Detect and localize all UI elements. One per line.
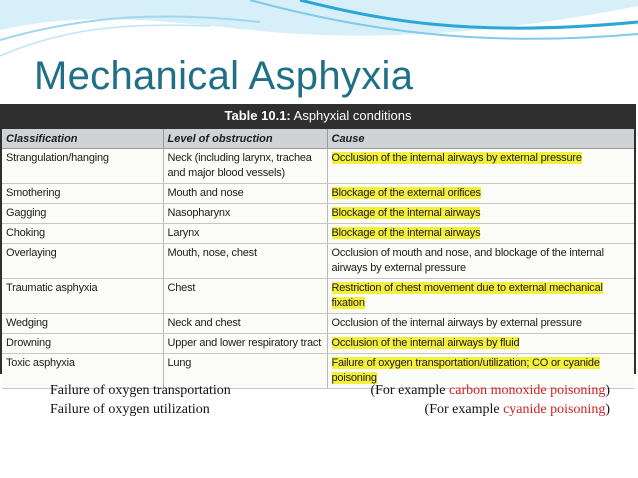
cause-cell-text: Occlusion of the internal airways by external pressure	[331, 317, 582, 329]
note-example-highlight: carbon monoxide poisoning	[449, 383, 606, 398]
level-of-obstruction-cell-text: Mouth, nose, chest	[167, 247, 257, 259]
notes-block	[50, 383, 610, 421]
classification-cell-text: Choking	[6, 227, 45, 239]
classification-cell-text: Strangulation/hanging	[6, 152, 109, 164]
cause-cell	[327, 314, 634, 334]
level-of-obstruction-cell-text: Chest	[167, 282, 196, 294]
slide-title: Mechanical Asphyxia	[34, 54, 414, 98]
table-row	[2, 244, 634, 279]
cause-cell-text: Restriction of chest movement due to external mechanical fixation	[331, 282, 603, 309]
classification-cell	[2, 204, 163, 224]
classification-cell	[2, 314, 163, 334]
header-level-of-obstruction: Level of obstruction	[163, 129, 327, 149]
note-line	[50, 383, 610, 402]
classification-cell-text: Drowning	[6, 337, 51, 349]
cause-cell	[327, 279, 634, 314]
level-of-obstruction-cell	[163, 224, 327, 244]
cause-cell	[327, 149, 634, 184]
cause-cell-text: Occlusion of the internal airways by fluid	[331, 337, 520, 349]
table-body	[2, 149, 634, 389]
header-cause: Cause	[327, 129, 634, 149]
classification-cell-text: Gagging	[6, 207, 47, 219]
cause-cell-text: Blockage of the internal airways	[331, 227, 481, 239]
level-of-obstruction-cell	[163, 314, 327, 334]
classification-cell-text: Wedging	[6, 317, 48, 329]
classification-cell	[2, 149, 163, 184]
table-figure	[0, 104, 636, 384]
classification-cell-text: Overlaying	[6, 247, 57, 259]
cause-cell	[327, 204, 634, 224]
table-row	[2, 149, 634, 184]
note-example	[425, 402, 610, 418]
table-caption	[0, 104, 636, 128]
cause-cell	[327, 184, 634, 204]
level-of-obstruction-cell	[163, 204, 327, 224]
table-row	[2, 184, 634, 204]
level-of-obstruction-cell	[163, 184, 327, 204]
cause-cell-text: Failure of oxygen transportation/utilization; CO or cyanide poisoning	[331, 357, 600, 384]
classification-cell-text: Toxic asphyxia	[6, 357, 75, 369]
classification-cell-text: Smothering	[6, 187, 61, 199]
note-example-prefix: (For example	[370, 383, 450, 398]
note-example-suffix: )	[605, 383, 610, 398]
classification-cell	[2, 224, 163, 244]
note-example-prefix: (For example	[424, 402, 504, 417]
classification-cell	[2, 279, 163, 314]
cause-cell	[327, 224, 634, 244]
note-text: Failure of oxygen transportation	[50, 383, 231, 398]
level-of-obstruction-cell-text: Lung	[167, 357, 192, 369]
level-of-obstruction-cell-text: Neck and chest	[167, 317, 241, 329]
note-example-suffix: )	[605, 402, 610, 417]
note-example	[370, 383, 610, 399]
classification-cell-text: Traumatic asphyxia	[6, 282, 98, 294]
level-of-obstruction-cell-text: Larynx	[167, 227, 200, 239]
swoosh-line-4	[0, 25, 210, 56]
table-row	[2, 279, 634, 314]
level-of-obstruction-cell	[163, 334, 327, 354]
cause-cell-text: Occlusion of mouth and nose, and blockage of the internal airways by external pressure	[331, 247, 604, 274]
cause-cell	[327, 244, 634, 279]
level-of-obstruction-cell-text: Neck (including larynx, trachea and major blood vessels)	[167, 152, 312, 179]
level-of-obstruction-cell-text: Nasopharynx	[167, 207, 231, 219]
note-line	[50, 402, 610, 421]
note-example-highlight: cyanide poisoning	[503, 402, 606, 417]
table-row	[2, 314, 634, 334]
table-row	[2, 204, 634, 224]
cause-cell	[327, 334, 634, 354]
asphyxial-conditions-table	[2, 129, 634, 389]
table-row	[2, 224, 634, 244]
classification-cell	[2, 244, 163, 279]
cause-cell-text: Occlusion of the internal airways by external pressure	[331, 152, 582, 164]
cause-cell-text: Blockage of the internal airways	[331, 207, 481, 219]
table-row	[2, 334, 634, 354]
table-header-row	[2, 129, 634, 149]
table-caption-text: Asphyxial conditions	[290, 108, 412, 123]
level-of-obstruction-cell	[163, 279, 327, 314]
level-of-obstruction-cell	[163, 244, 327, 279]
level-of-obstruction-cell-text: Mouth and nose	[167, 187, 244, 199]
table-caption-number: Table 10.1:	[224, 108, 291, 123]
note-text: Failure of oxygen utilization	[50, 402, 210, 417]
cause-cell-text: Blockage of the external orifices	[331, 187, 481, 199]
level-of-obstruction-cell-text: Upper and lower respiratory tract	[167, 337, 322, 349]
classification-cell	[2, 334, 163, 354]
header-classification: Classification	[2, 129, 163, 149]
level-of-obstruction-cell	[163, 149, 327, 184]
classification-cell	[2, 184, 163, 204]
